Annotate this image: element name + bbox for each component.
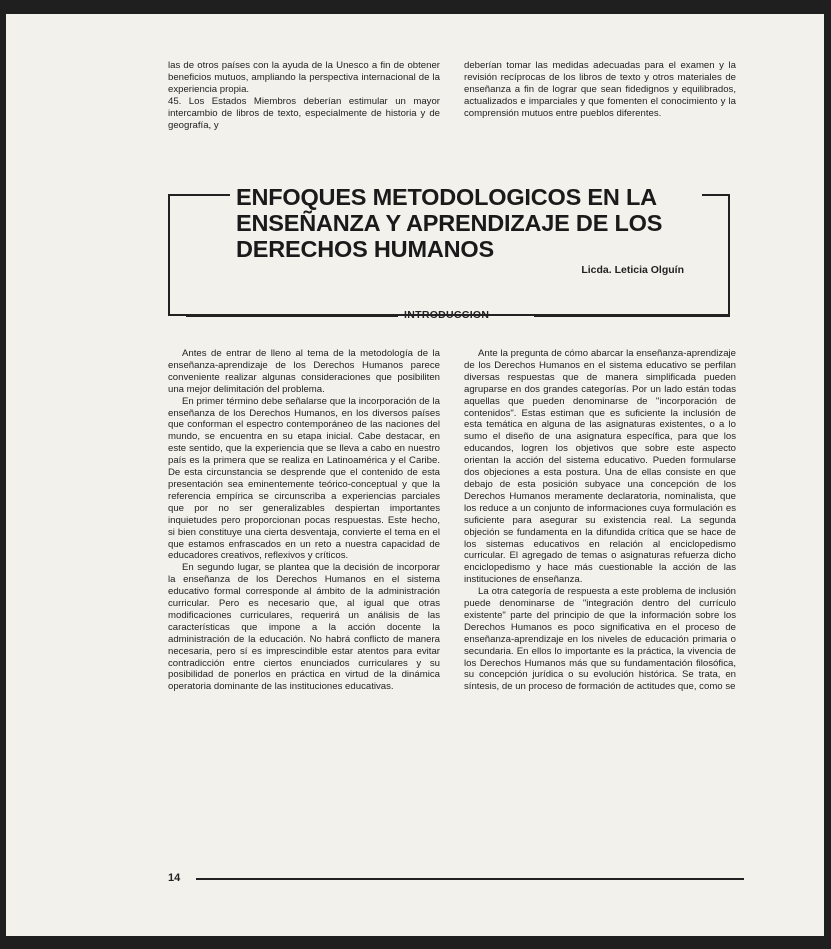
article-title: ENFOQUES METODOLOGICOS EN LA ENSEÑANZA Y APRENDIZAJE DE LOS DERECHOS HUMANOS: [230, 184, 702, 262]
divider: [534, 315, 730, 317]
section-heading: [186, 310, 730, 320]
article-title-box: [168, 184, 730, 316]
document-page: [6, 14, 824, 936]
paragraph: La otra categoría de respuesta a este problema de inclusión puede denominarse de "integración dentro del currículo existente" parte del principio de que la información sobre los Derechos Humanos es poco significativa en el proceso de enseñanza-aprendizaje en los niveles de educación primaria o secundaria. En ellos lo importante es la práctica, la vivencia de los Derechos Humanos más que su fundamentación filosófica, su concepción jurídica o su evolución histórica. Se trata, en síntesis, de un proceso de formación de actitudes que, como se: [464, 586, 736, 693]
section-title: INTRODUCCION: [404, 309, 490, 321]
paragraph: Antes de entrar de lleno al tema de la metodología de la enseñanza-aprendizaje de los Derechos Humanos parece conveniente realizar algunas consideraciones que posibiliten una mejor delimitación del problema.: [168, 348, 440, 395]
paragraph: Ante la pregunta de cómo abarcar la enseñanza-aprendizaje de los Derechos Humanos en el sistema educativo se perfilan diversas respuestas que de manera simplificada pueden agruparse en dos grandes categorías. Por un lado están todas aquellas que pueden denominarse de "incorporación de contenidos". Estas estiman que es suficiente la inclusión de esta temática en alguna de las asignaturas existentes, o a lo sumo el diseño de una asignatura específica, para que los educandos, logren los objetivos que sobre este aspecto orientan la acción del sistema educativo. Pueden formularse dos objeciones a esta postura. Una de ellas consiste en que debajo de esta posición subyace una concepción de los Derechos Humanos meramente declaratoria, nominalista, que los reduce a un conjunto de informaciones cuya formulación es suficiente para asegurar su existencia real. La segunda objeción se fundamenta en la difundida crítica que se hace de los sistemas educativos en relación al enciclopedismo curricular. El agregado de temas o asignaturas refuerza dicho enciclopedismo y hace más cuestionable la acción de las instituciones de enseñanza.: [464, 348, 736, 586]
body-right-column: [464, 348, 736, 693]
body-left-column: [168, 348, 440, 693]
top-right-column: [464, 60, 736, 120]
paragraph: las de otros países con la ayuda de la Unesco a fin de obtener beneficios mutuos, ampliando la perspectiva internacional de la experiencia propia.: [168, 60, 440, 95]
top-left-column: [168, 60, 440, 131]
page-number: 14: [168, 872, 181, 884]
article-author: Licda. Leticia Olguín: [581, 264, 684, 276]
divider: [186, 315, 398, 317]
paragraph: En primer término debe señalarse que la incorporación de la enseñanza de los Derechos Humanos, en los diversos países que conforman el espectro contemporáneo de las naciones del mundo, se encuentra en su etapa inicial. Cabe destacar, en este sentido, que la experiencia que se lleva a cabo en nuestro país es la primera que se realiza en Latinoamérica y el Caribe. De esta circunstancia se desprende que el contenido de esta presentación sea eminentemente teórico-conceptual y que la referencia empírica se circunscriba a experiencias parciales que por no ser generalizables despiertan importantes inquietudes pero proporcionan pocas respuestas. Este hecho, si bien constituye una cierta desventaja, convierte el tema en el que estamos enfrascados en un reto a nuestra capacidad de educadores creativos, reflexivos y críticos.: [168, 395, 440, 562]
paragraph: 45. Los Estados Miembros deberían estimular un mayor intercambio de libros de texto, especialmente de historia y de geografía, y: [168, 95, 440, 131]
paragraph: deberían tomar las medidas adecuadas para el examen y la revisión recíprocas de los libros de texto y otros materiales de enseñanza a fin de lograr que sean fidedignos y equilibrados, actualizados e imparciales y que fomenten el conocimiento y la comprensión mutuos entre pueblos diferentes.: [464, 60, 736, 119]
page-footer: [168, 872, 744, 886]
paragraph: En segundo lugar, se plantea que la decisión de incorporar la enseñanza de los Derechos Humanos en el sistema educativo formal corresponde al ámbito de la administración curricular. Pero es necesario que, al igual que otras modificaciones curriculares, requerirá un análisis de las características que impone a la acción docente la administración de la educación. No habrá conflicto de manera necesaria, pero sí es imprescindible estar atentos para evitar contradicción entre ciertos enunciados curriculares y su posibilidad de ponerlos en práctica en virtud de la dinámica operatoria dominante de las instituciones educativas.: [168, 562, 440, 693]
divider: [196, 878, 744, 880]
